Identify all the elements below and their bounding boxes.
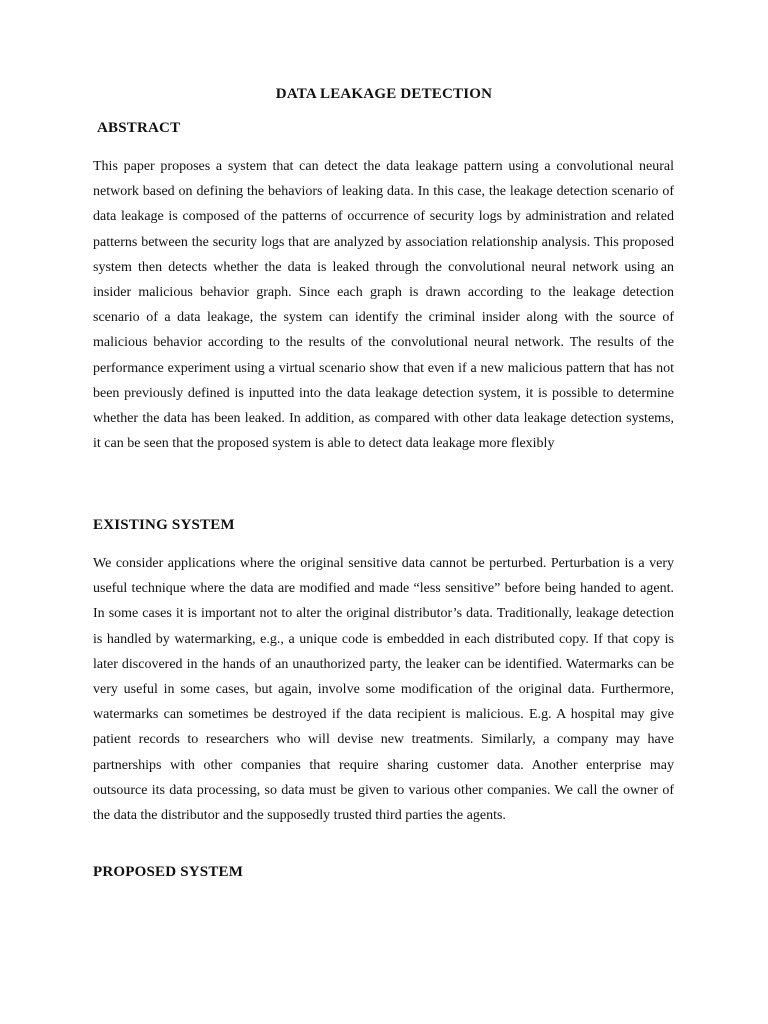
abstract-paragraph: This paper proposes a system that can detect the data leakage pattern using a convolutional neural network based on defining the behaviors of leaking data. In this case, the leakage detection scenario of data leakage is composed of the patterns of occurrence of security logs by administration and related patterns between the security logs that are analyzed by association relationship analysis. This proposed system then detects whether the data is leaked through the convolutional neural network using an insider malicious behavior graph. Since each graph is drawn according to the leakage detection scenario of a data leakage, the system can identify the criminal insider along with the source of malicious behavior according to the results of the convolutional neural network. The results of the performance experiment using a virtual scenario show that even if a new malicious pattern that has not been previously defined is inputted into the data leakage detection system, it is possible to determine whether the data has been leaked. In addition, as compared with other data leakage detection systems, it can be seen that the proposed system is able to detect data leakage more flexibly bbox=[93, 159, 674, 452]
document-title: DATA LEAKAGE DETECTION bbox=[275, 86, 493, 102]
section-heading-abstract: ABSTRACT bbox=[97, 120, 181, 136]
existing-system-paragraph: We consider applications where the original sensitive data cannot be perturbed. Perturbation is a very useful technique where the data are modified and made “less sensitive” before being handed to agent. In some cases it is important not to alter the original distributor’s data. Traditionally, leakage detection is handled by watermarking, e.g., a unique code is embedded in each distributed copy. If that copy is later discovered in the hands of an unauthorized party, the leaker can be identified. Watermarks can be very useful in some cases, but again, involve some modification of the original data. Furthermore, watermarks can sometimes be destroyed if the data recipient is malicious. E.g. A hospital may give patient records to researchers who will devise new treatments. Similarly, a company may have partnerships with other companies that require sharing customer data. Another enterprise may outsource its data processing, so data must be given to various other companies. We call the owner of the data the distributor and the supposedly trusted third parties the agents. bbox=[93, 556, 674, 824]
section-heading-existing-system: EXISTING SYSTEM bbox=[93, 517, 235, 533]
section-heading-proposed-system: PROPOSED SYSTEM bbox=[93, 864, 244, 880]
